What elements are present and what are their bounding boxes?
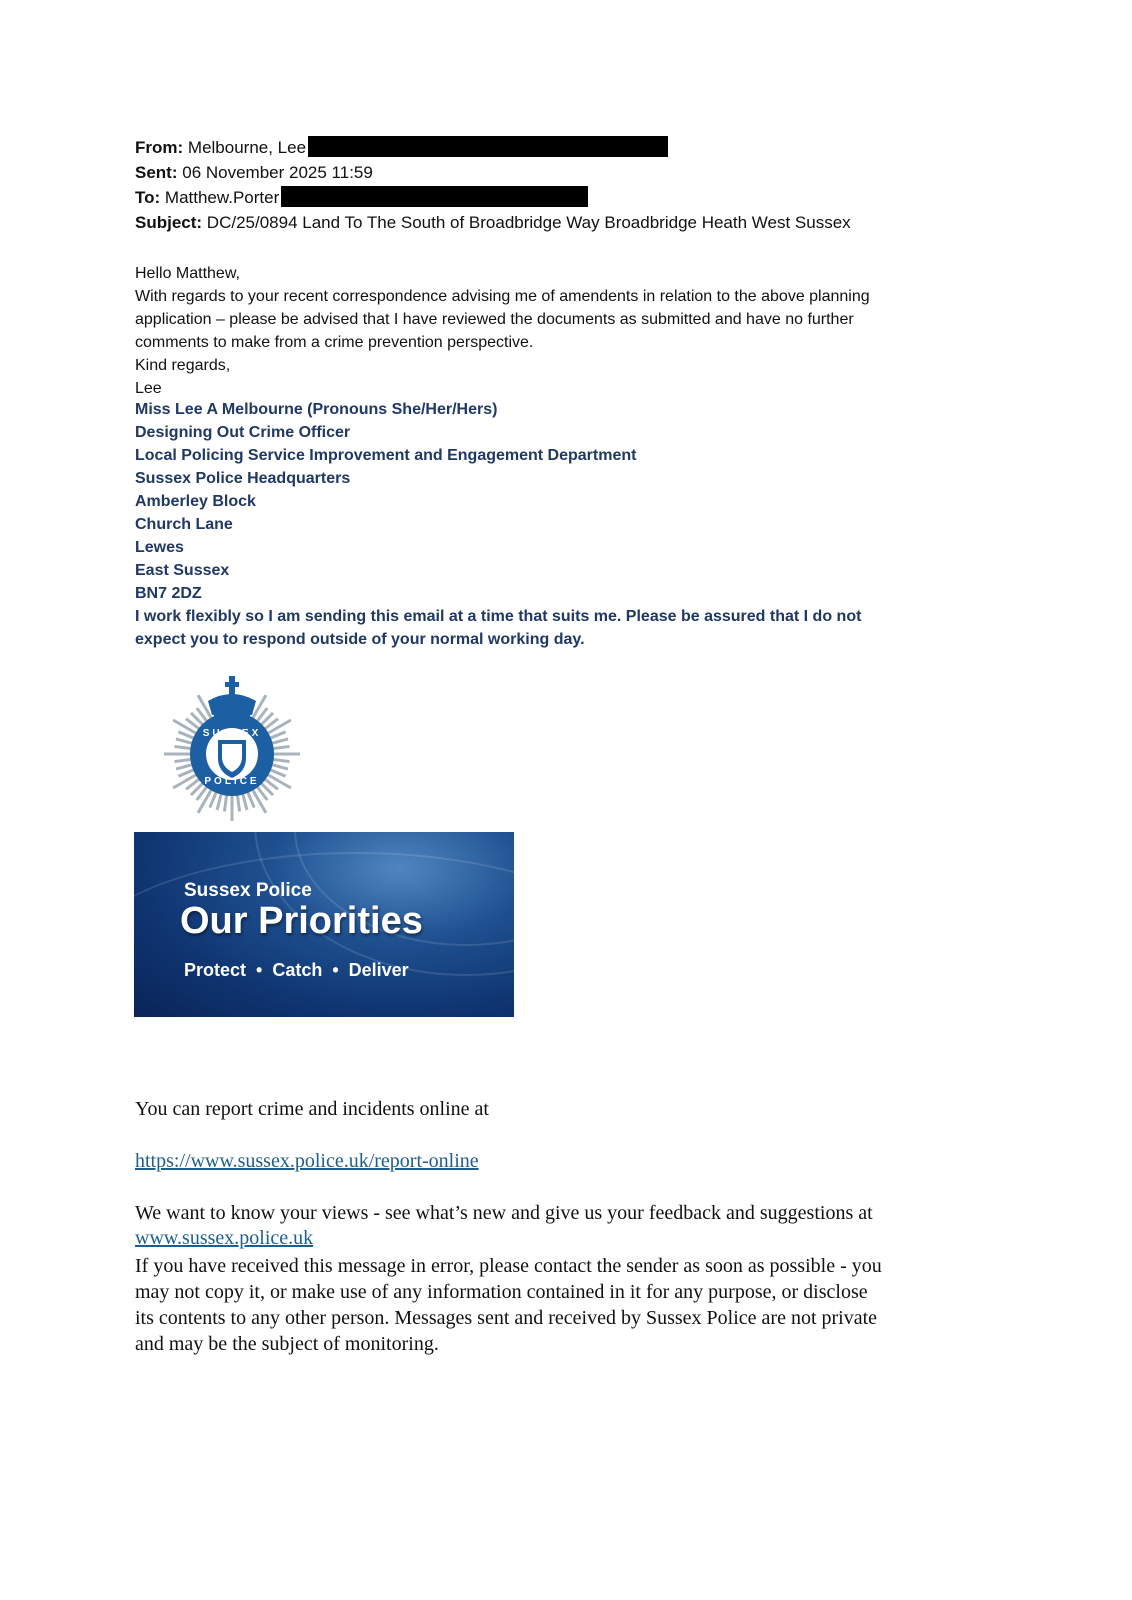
- our-priorities-banner: [134, 832, 514, 1017]
- signature-line: Miss Lee A Melbourne (Pronouns She/Her/Hers): [135, 401, 498, 418]
- crest-ray: [267, 720, 291, 734]
- disclaimer: [135, 1253, 882, 1357]
- signature-line: East Sussex: [135, 562, 230, 579]
- disclaimer-line: its contents to any other person. Messages sent and received by Sussex Police are not private: [135, 1307, 878, 1329]
- crest-ray: [272, 759, 290, 761]
- crest-ray: [252, 789, 266, 813]
- body-line: Lee: [135, 380, 162, 397]
- crest-ray: [198, 789, 212, 813]
- subject-line: Subject: DC/25/0894 Land To The South of Broadbridge Way Broadbridge Heath West Sussex: [135, 213, 851, 232]
- redaction-bar: [308, 136, 668, 157]
- crest-ray: [176, 739, 193, 744]
- crest-ray: [237, 794, 239, 812]
- signature-line: BN7 2DZ: [135, 585, 202, 602]
- sussex-police-website-link[interactable]: www.sussex.police.uk: [135, 1227, 314, 1249]
- crest-ray: [271, 739, 288, 744]
- crest-ray: [174, 759, 192, 761]
- report-online-link[interactable]: https://www.sussex.police.uk/report-online: [135, 1150, 479, 1172]
- crest-ray: [173, 720, 197, 734]
- signature-line: expect you to respond outside of your normal working day.: [135, 631, 585, 648]
- report-text: You can report crime and incidents online at: [135, 1098, 489, 1120]
- crest-ray: [267, 774, 291, 788]
- from-line: From: Melbourne, Lee: [135, 135, 851, 160]
- crest-ray: [174, 746, 192, 748]
- sussex-police-crest-logo: [162, 656, 302, 821]
- views-text: We want to know your views - see what’s new and give us your feedback and suggestions at: [135, 1202, 873, 1224]
- signature-line: Designing Out Crime Officer: [135, 424, 351, 441]
- body-line: comments to make from a crime prevention perspective.: [135, 334, 534, 351]
- banner-title-small: Sussex Police: [184, 880, 312, 901]
- email-signature: [135, 398, 861, 651]
- body-line: Kind regards,: [135, 357, 231, 374]
- from-value: Melbourne, Lee: [187, 138, 307, 157]
- svg-text:SUSSEX: SUSSEX: [202, 728, 262, 739]
- redaction-bar: [281, 186, 588, 207]
- disclaimer-line: If you have received this message in error, please contact the sender as soon as possible - you: [135, 1255, 882, 1277]
- email-header: [135, 135, 851, 235]
- crest-ray: [176, 764, 193, 769]
- body-line: With regards to your recent correspondence advising me of amendents in relation to the above planning: [135, 288, 870, 305]
- signature-line: Amberley Block: [135, 493, 256, 510]
- signature-line: I work flexibly so I am sending this email at a time that suits me. Please be assured that I do not: [135, 608, 862, 625]
- disclaimer-line: may not copy it, or make use of any information contained in it for any purpose, or disclose: [135, 1281, 868, 1303]
- crest-ray: [217, 793, 222, 810]
- subject-value: DC/25/0894 Land To The South of Broadbridge Way Broadbridge Heath West Sussex: [206, 213, 851, 232]
- signature-line: Church Lane: [135, 516, 233, 533]
- signature-line: Local Policing Service Improvement and Engagement Department: [135, 447, 637, 464]
- disclaimer-line: and may be the subject of monitoring.: [135, 1333, 439, 1355]
- banner-title-large: Our Priorities: [180, 900, 423, 942]
- to-line: To: Matthew.Porter: [135, 185, 851, 210]
- body-line: application – please be advised that I have reviewed the documents as submitted and have no further: [135, 311, 854, 328]
- email-body: [135, 262, 870, 400]
- report-link-wrap: [135, 1150, 479, 1173]
- crest-ray: [272, 746, 290, 748]
- body-line: Hello Matthew,: [135, 265, 240, 282]
- sent-line: Sent: 06 November 2025 11:59: [135, 163, 373, 182]
- banner-tagline: Protect • Catch • Deliver: [184, 960, 409, 980]
- crest-ray: [271, 764, 288, 769]
- sent-value: 06 November 2025 11:59: [182, 163, 373, 182]
- crest-ray: [242, 793, 247, 810]
- views-link-wrap: [135, 1227, 313, 1250]
- to-value: Matthew.Porter: [164, 188, 280, 207]
- svg-text:POLICE: POLICE: [204, 776, 260, 787]
- signature-line: Sussex Police Headquarters: [135, 470, 351, 487]
- crest-ray: [224, 794, 226, 812]
- signature-line: Lewes: [135, 539, 184, 556]
- crest-ray: [173, 774, 197, 788]
